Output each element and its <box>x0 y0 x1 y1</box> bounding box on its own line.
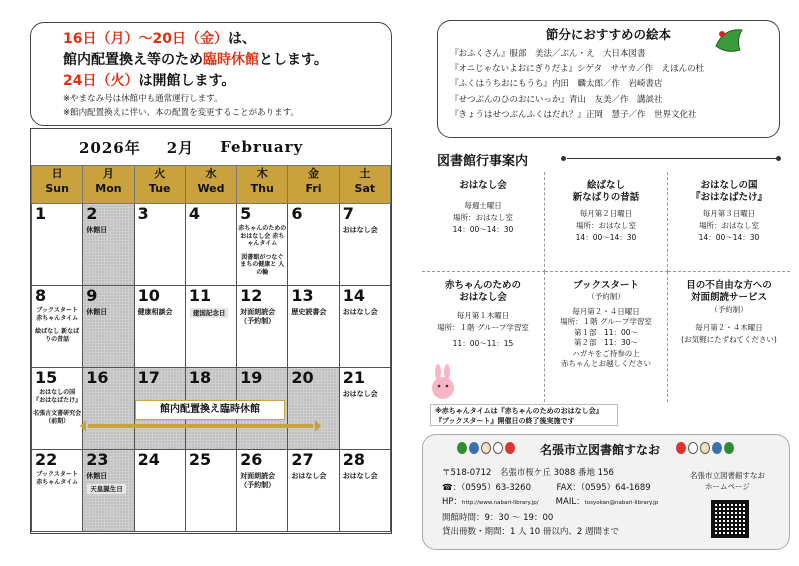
weekday-wed: 水 Wed <box>185 166 236 204</box>
book-item: 『ふくはうちおにもうち』内田 麟太郎／作 岩崎書店 <box>450 79 663 90</box>
event-detail: 14：00～14：30 <box>575 233 637 242</box>
calendar-year: 2026年 <box>79 138 141 157</box>
day-cell: 10 健康相談会 <box>134 286 185 368</box>
day-cell: 6 <box>288 204 339 286</box>
calendar-grid <box>31 165 391 532</box>
holly-leaf-icon <box>712 24 748 56</box>
day-cell: 24 <box>134 450 185 532</box>
weekday-header <box>32 166 391 204</box>
notice-note: ※やまなみ号は休館中も通常運行します。 <box>63 94 223 104</box>
library-name: 名張市立図書館すなお <box>540 443 661 457</box>
library-contact <box>442 466 658 540</box>
baby-time-note: ※赤ちゃんタイムは『赤ちゃんのためのおはなし会』『ブックスタート』開催日の終了後実施です <box>430 404 618 426</box>
weekday-tue: 火 Tue <box>134 166 185 204</box>
day-cell: 13 歴史読書会 <box>288 286 339 368</box>
event-detail: 毎月第３日曜日 <box>702 209 756 218</box>
event-detail: 第１部 11：00～ <box>573 327 639 337</box>
day-cell: 26 対面朗読会 （予約制） <box>237 450 288 532</box>
weekday-thu: 木 Thu <box>237 166 288 204</box>
notice-note: ※館内配置換えに伴い、本の配置を変更することがあります。 <box>63 108 299 118</box>
event-card <box>545 172 668 272</box>
library-fax: FAX：（0595）64-1689 <box>556 482 651 493</box>
day-cell: 1 <box>32 204 83 286</box>
notice-dates: 16日（月）～20日（金） <box>63 31 228 47</box>
event-detail: 14：00～14：30 <box>698 233 760 242</box>
weekday-fri: 金 Fri <box>288 166 339 204</box>
event-detail: ハガキをご持参の上 <box>572 348 640 358</box>
rabbit-icon <box>428 364 458 402</box>
week-row <box>32 204 391 286</box>
notice-closed: 臨時休館 <box>203 52 259 68</box>
setsubun-decoration-icon <box>457 442 515 454</box>
day-cell: 18 <box>185 368 236 450</box>
day-cell: 23 休館日 天皇誕生日 <box>83 450 134 532</box>
day-cell: 4 <box>185 204 236 286</box>
event-detail: 毎週土曜日 <box>464 201 502 210</box>
day-cell: 20 <box>288 368 339 450</box>
closure-notice <box>30 22 392 126</box>
day-cell: 7 おはなし会 <box>339 204 390 286</box>
event-detail: 毎月第２日曜日 <box>579 209 633 218</box>
day-cell: 17 <box>134 368 185 450</box>
divider <box>567 158 780 159</box>
event-detail: (お気軽にたずねてください) <box>681 335 777 344</box>
library-tel: ☎：（0595）63-3260 <box>442 482 531 493</box>
event-name: ブックスタート <box>573 280 639 291</box>
event-card <box>668 272 790 402</box>
event-detail: 場所：１階 グループ学習室 <box>437 323 529 332</box>
event-name: おはなし会 <box>459 180 507 191</box>
library-hp-link[interactable]: http://www.nabari-library.jp/ <box>462 500 539 507</box>
week-row <box>32 450 391 532</box>
notice-text: とします。 <box>259 52 328 68</box>
closure-banner: 館内配置換え臨時休館 <box>135 400 285 420</box>
notice-text: は、 <box>227 31 256 47</box>
notice-line-1 <box>41 29 381 50</box>
event-detail: 場所：おはなし室 <box>699 221 759 230</box>
notice-text: は開館します。 <box>138 73 236 89</box>
notice-text: 館内配置換え等のため <box>63 52 203 68</box>
books-title: 節分におすすめの絵本 <box>545 27 672 42</box>
weekday-sat: 土 Sat <box>339 166 390 204</box>
event-card <box>668 172 790 272</box>
day-cell: 14 おはなし会 <box>339 286 390 368</box>
library-loan: 貸出冊数・期間：1 人 10 冊以内、2 週間まで <box>442 527 619 538</box>
notice-line-2 <box>41 50 381 71</box>
calendar-month: 2月 <box>166 138 195 157</box>
event-detail: 場所：１階 グループ学習室 <box>560 317 652 326</box>
day-cell: 2 休館日 <box>83 204 134 286</box>
events-grid <box>422 172 790 402</box>
library-hours: 開館時間：9：30 ～ 19：00 <box>442 512 554 523</box>
mail-label: MAIL： <box>555 497 585 508</box>
event-detail: 場所：おはなし室 <box>576 221 636 230</box>
closure-arrow <box>88 424 313 428</box>
calendar-title <box>31 129 391 165</box>
book-item: 『オニじゃないよおにぎりだよ』シゲタ サヤカ／作 えほんの杜 <box>450 64 705 75</box>
day-cell: 12 対面朗読会 （予約制） <box>237 286 288 368</box>
event-name: 絵ばなし 新なばりの昔話 <box>572 180 640 203</box>
library-mail-link[interactable]: tosyokan@nabari-library.jp <box>584 500 659 507</box>
day-cell: 9 休館日 <box>83 286 134 368</box>
event-name: 目の不自由な方への 対面朗読サービス <box>686 280 772 303</box>
day-cell: 22 ブックスタート 赤ちゃんタイム <box>32 450 83 532</box>
event-card <box>545 272 668 402</box>
library-address: 〒518-0712 名張市桜ケ丘 3088 番地 156 <box>442 468 614 478</box>
day-cell: 27 おはなし会 <box>288 450 339 532</box>
event-card <box>422 172 545 272</box>
day-cell: 3 <box>134 204 185 286</box>
homepage-caption: 名張市立図書館すなお ホームページ <box>690 471 765 491</box>
events-guide-title: 図書館行事案内 <box>437 154 529 169</box>
day-cell: 28 おはなし会 <box>339 450 390 532</box>
day-cell: 25 <box>185 450 236 532</box>
day-cell: 16 <box>83 368 134 450</box>
day-cell: 15 おはなしの国 『おはなばたけ』 名張古文書研究会 （前期） <box>32 368 83 450</box>
calendar <box>30 128 392 534</box>
event-detail: 毎月第２・４木曜日 <box>695 323 763 332</box>
event-name: 赤ちゃんのための おはなし会 <box>444 280 521 303</box>
hp-label: HP： <box>442 497 463 508</box>
day-cell: 8 ブックスタート 赤ちゃんタイム 絵ばなし 新なばりの昔話 <box>32 286 83 368</box>
book-item: 『きょうはせつぶんふくはだれ？』正岡 慧子／作 世界文化社 <box>450 109 697 120</box>
event-detail: 14：00～14：30 <box>452 225 514 234</box>
day-cell: 5 赤ちゃんのための おはなし会 赤ちゃんタイム 図書館がつなぐ まちの健康と 人の輪 <box>237 204 288 286</box>
book-item: 『せつぶんのひのおにいっか』青山 友美／作 講談社 <box>450 94 663 105</box>
event-name: おはなしの国 『おはなばたけ』 <box>690 180 767 203</box>
weekday-sun: 日 Sun <box>32 166 83 204</box>
event-sub: （予約制） <box>587 292 625 301</box>
book-item: 『おふくさん』服部 美法／ぶん・え 大日本図書 <box>450 49 646 59</box>
event-detail: 第２部 11：30～ <box>573 338 639 347</box>
qr-code-icon[interactable] <box>711 500 749 538</box>
event-detail: 赤ちゃんとお越しください <box>561 359 651 368</box>
notice-line-3 <box>41 71 381 92</box>
weekday-mon: 月 Mon <box>83 166 134 204</box>
calendar-month-en: February <box>220 138 304 156</box>
day-cell: 11 建国記念日 <box>185 286 236 368</box>
event-sub: （予約制） <box>710 305 748 314</box>
event-detail: 場所：おはなし室 <box>453 213 513 222</box>
event-detail: 毎月第２・４日曜日 <box>572 306 640 316</box>
setsubun-decoration-icon <box>676 442 734 454</box>
notice-open-date: 24日（火） <box>63 73 139 89</box>
day-cell: 19 <box>237 368 288 450</box>
event-detail: 11：00～11：15 <box>452 339 514 348</box>
event-detail: 毎月第１木曜日 <box>456 311 510 320</box>
day-cell: 21 おはなし会 <box>339 368 390 450</box>
week-row <box>32 286 391 368</box>
